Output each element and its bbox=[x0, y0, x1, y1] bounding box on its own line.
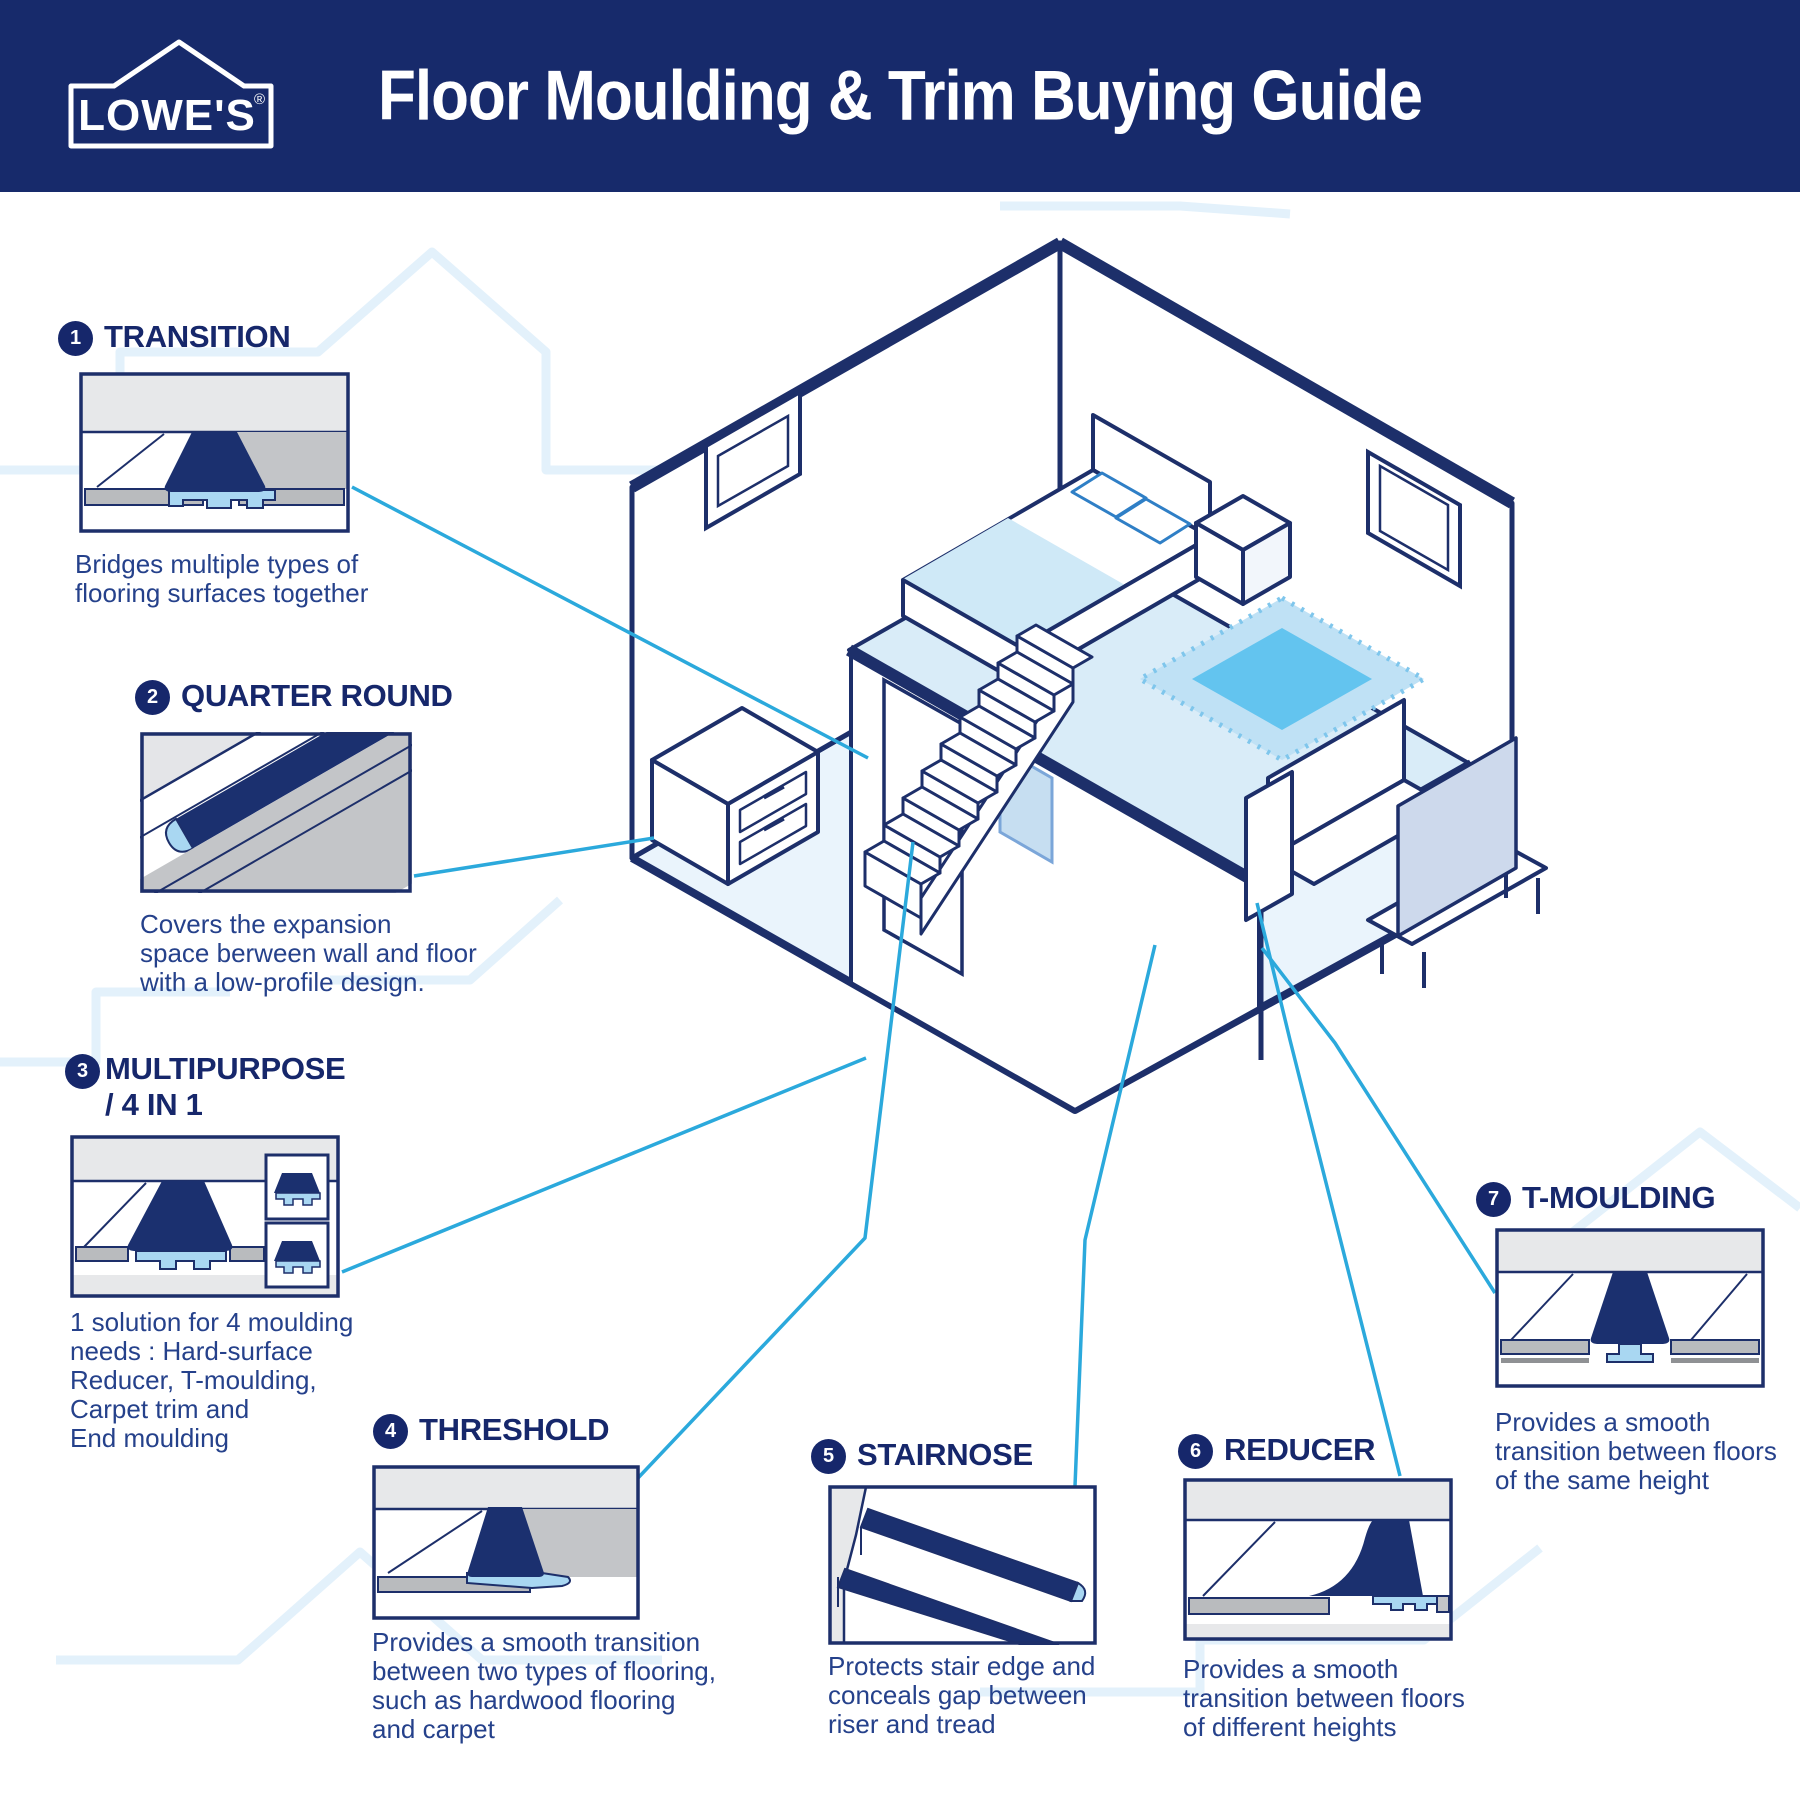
section-title: MULTIPURPOSE / 4 IN 1 bbox=[105, 1051, 346, 1122]
section-caption: Covers the expansion space berween wall and floor with a low-profile design. bbox=[140, 909, 477, 997]
callout-line-multipurpose bbox=[342, 1058, 866, 1272]
section-caption: Provides a smooth transition between floors of different heights bbox=[1183, 1654, 1465, 1742]
threshold-illustration bbox=[372, 1465, 640, 1620]
section-title: QUARTER ROUND bbox=[181, 678, 453, 713]
section-caption: Protects stair edge and conceals gap between riser and tread bbox=[828, 1651, 1096, 1739]
section-title: T-MOULDING bbox=[1522, 1180, 1716, 1215]
section-number-badge: 4 bbox=[373, 1414, 408, 1449]
callout-line-tmoulding bbox=[1262, 948, 1495, 1293]
reducer-illustration bbox=[1183, 1478, 1453, 1641]
multipurpose-illustration bbox=[70, 1135, 340, 1298]
section-caption: Provides a smooth transition between two types of flooring, such as hardwood flooring and carpet bbox=[372, 1627, 716, 1744]
section-title: TRANSITION bbox=[104, 319, 291, 354]
section-title: REDUCER bbox=[1224, 1432, 1376, 1467]
tmoulding-illustration bbox=[1495, 1228, 1765, 1388]
section-number-badge: 2 bbox=[135, 680, 170, 715]
page-title: Floor Moulding & Trim Buying Guide bbox=[378, 56, 1423, 136]
section-number-badge: 5 bbox=[811, 1439, 846, 1474]
section-number-badge: 1 bbox=[58, 321, 93, 356]
section-title: THRESHOLD bbox=[419, 1412, 610, 1447]
lowes-logo bbox=[62, 32, 280, 154]
section-number-badge: 6 bbox=[1178, 1434, 1213, 1469]
callout-line-reducer bbox=[1257, 903, 1400, 1476]
section-caption: Bridges multiple types of flooring surfaces together bbox=[75, 549, 369, 608]
section-number-badge: 7 bbox=[1476, 1182, 1511, 1217]
section-caption: Provides a smooth transition between floors of the same height bbox=[1495, 1407, 1777, 1495]
section-title: STAIRNOSE bbox=[857, 1437, 1033, 1472]
header bbox=[0, 0, 1800, 192]
stairnose-illustration bbox=[828, 1485, 1097, 1645]
lowes-wordmark: LOWE'S bbox=[78, 91, 256, 140]
quarter-round-illustration bbox=[140, 732, 412, 893]
callout-line-quarter-round bbox=[414, 838, 654, 876]
section-caption: 1 solution for 4 moulding needs : Hard-surface Reducer, T-moulding, Carpet trim and End moulding bbox=[70, 1307, 354, 1453]
section-number-badge: 3 bbox=[65, 1054, 100, 1089]
transition-illustration bbox=[79, 372, 350, 533]
registered-mark: ® bbox=[254, 91, 266, 108]
